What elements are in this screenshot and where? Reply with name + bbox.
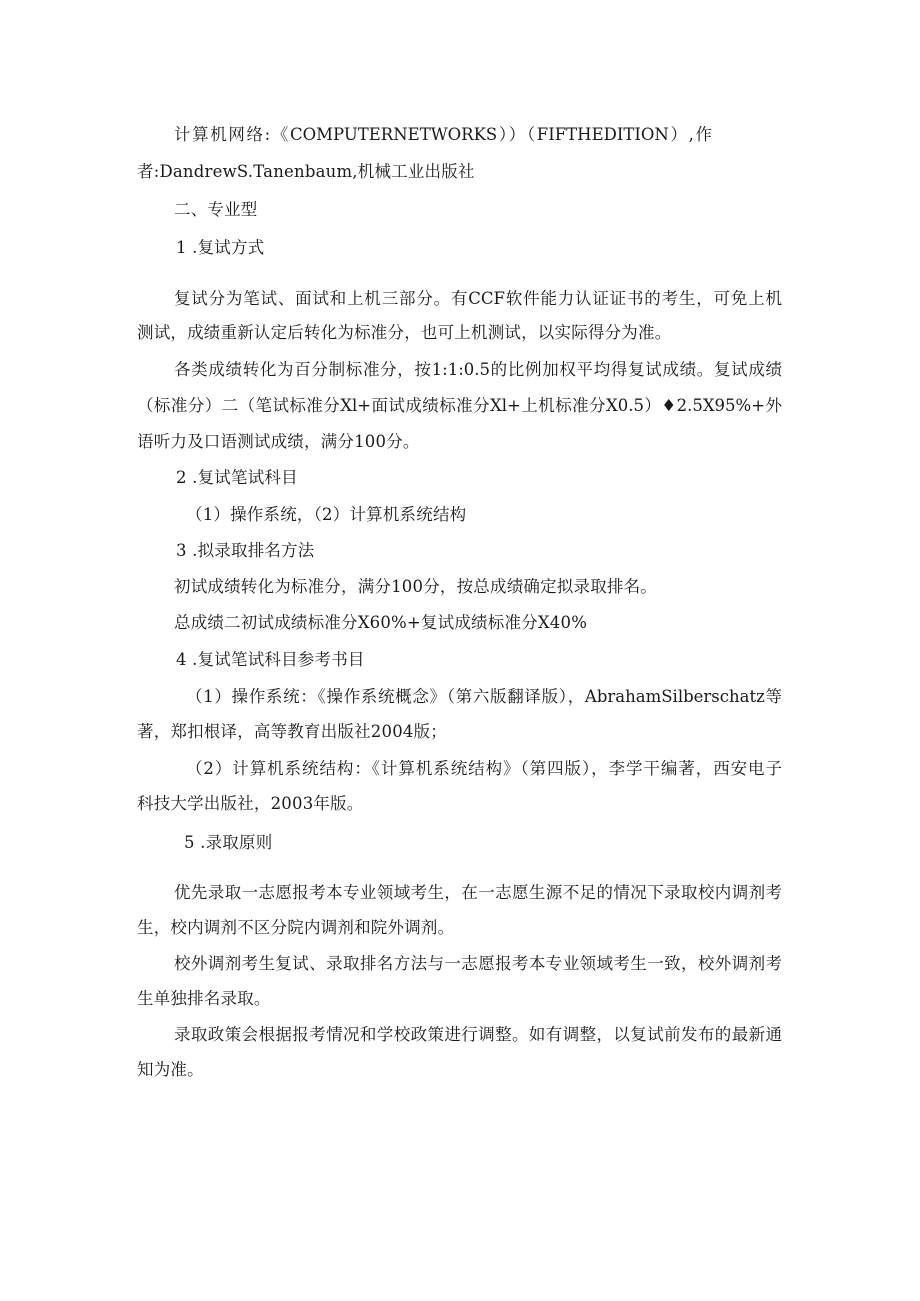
heading-reference-books: 4 .复试笔试科目参考书目 <box>176 650 365 669</box>
section-heading-professional: 二、专业型 <box>174 200 258 219</box>
written-exam-subjects-list: （1）操作系统，（2）计算机系统结构 <box>186 505 467 524</box>
paragraph-external-transfer-line-1: 校外调剂考生复试、录取排名方法与一志愿报考本专业领域考生一致，校外调剂考 <box>174 954 782 973</box>
paragraph-first-choice-line-2: 生，校内调剂不区分院内调剂和院外调剂。 <box>137 918 455 937</box>
paragraph-interview-format-line-2: 测试，成绩重新认定后转化为标准分，也可上机测试，以实际得分为准。 <box>137 323 672 342</box>
heading-admission-principles: 5 .录取原则 <box>184 833 273 852</box>
paragraph-score-conversion-line-2: （标准分）二（笔试标准分Xl+面试成绩标准分Xl+上机标准分X0.5）♦2.5X95%+外 <box>137 396 782 415</box>
reference-book-architecture-line-2: 科技大学出版社，2003年版。 <box>137 794 364 813</box>
reference-network-line-1: 计算机网络:《COMPUTERNETWORKS））（FIFTHEDITION）,作 <box>174 125 712 144</box>
paragraph-policy-adjustment-line-1: 录取政策会根据报考情况和学校政策进行调整。如有调整，以复试前发布的最新通 <box>174 1025 782 1044</box>
reference-book-os-line-1: （1）操作系统：《操作系统概念》（第六版翻译版），AbrahamSilberschatz等 <box>186 687 782 706</box>
paragraph-score-conversion-line-1: 各类成绩转化为百分制标准分，按1:1:0.5的比例加权平均得复试成绩。复试成绩 <box>174 360 782 379</box>
heading-written-exam-subjects: 2 .复试笔试科目 <box>176 468 298 487</box>
paragraph-policy-adjustment-line-2: 知为准。 <box>137 1060 204 1079</box>
heading-ranking-method: 3 .拟录取排名方法 <box>176 541 315 560</box>
reference-book-architecture-line-1: （2）计算机系统结构：《计算机系统结构》（第四版），李学干编著，西安电子 <box>186 759 782 778</box>
reference-book-os-line-2: 著，郑扣根译，高等教育出版社2004版； <box>137 722 447 741</box>
heading-interview-format: 1 .复试方式 <box>176 238 265 257</box>
paragraph-ranking-method: 初试成绩转化为标准分，满分100分，按总成绩确定拟录取排名。 <box>174 577 657 596</box>
paragraph-first-choice-line-1: 优先录取一志愿报考本专业领域考生，在一志愿生源不足的情况下录取校内调剂考 <box>174 883 782 902</box>
paragraph-interview-format-line-1: 复试分为笔试、面试和上机三部分。有CCF软件能力认证证书的考生，可免上机 <box>174 289 782 308</box>
total-score-formula: 总成绩二初试成绩标准分X60%+复试成绩标准分X40% <box>174 613 588 632</box>
reference-network-line-2: 者:DandrewS.Tanenbaum,机械工业出版社 <box>137 162 475 181</box>
paragraph-score-conversion-line-3: 语听力及口语测试成绩，满分100分。 <box>137 432 420 451</box>
paragraph-external-transfer-line-2: 生单独排名录取。 <box>137 989 271 1008</box>
